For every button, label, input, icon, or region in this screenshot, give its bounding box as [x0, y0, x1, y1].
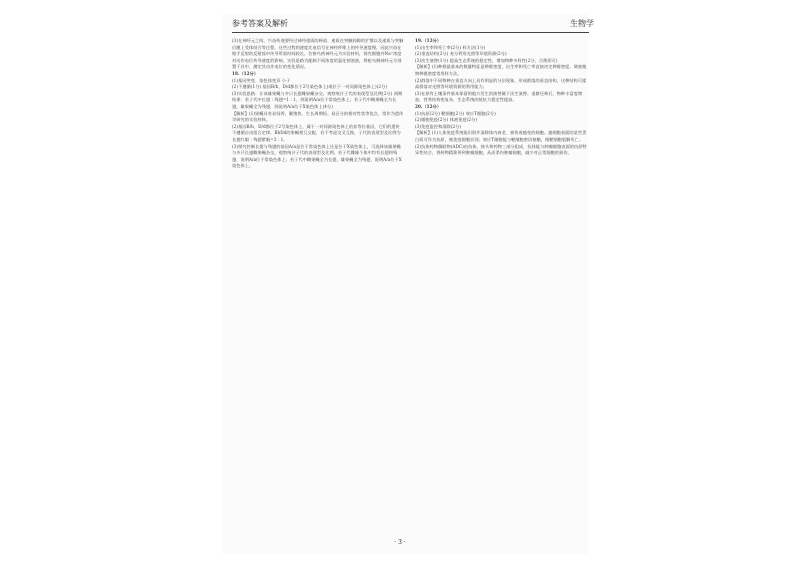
- analysis-paragraph: (2)基因B/b、D/d都位于2号染色体上，属于一对同源染色体上的非等位基因，它们的遗传不遵循自由组合定律。BbDd的果蝇相互交配，若不考虑交叉互换，子代的表现型及比例为长翅红眼∶残翅紫眼=3∶1。: [232, 123, 401, 142]
- analysis-paragraph: (2)抗体药物偶联物(ADC)由抗体、接头和药物三部分组成，抗体能与肿瘤细胞表面的抗原特异性结合，将药物精准带到肿瘤细胞，从而杀伤肿瘤细胞，减少对正常细胞的损伤。: [415, 143, 587, 156]
- left-column: [232, 38, 404, 170]
- answer-paragraph: (2)不遵循(1分) 基因B/b、D/d都位于2号染色体上(或位于一对同源染色体上)(2分): [232, 84, 388, 90]
- analysis-paragraph: (2)群落中不同物种在垂直方向上具有明显的分层现象，形成群落的垂直结构，这种结构可提高群落对光照等环境资源的利用能力。: [415, 77, 587, 90]
- answer-paragraph: (3)在神经元之间，兴奋传递要经过神经递质的释放、递质在突触间隙的扩散以及递质与突触后膜上受体结合等过程，这些过程的速度比电信号在神经纤维上的传导速度慢，因此兴奋在缩手反射的反射弧中传导所需时间较长。位格鸟桥神经元为实验材料，探究细胞外Na⁺浓度对动作电位传导速度的影响，实验思路为配制不同浓度的氯化钠溶液，将枪乌贼神经元分别置于其中，测定其动作电位的变化情况。: [232, 38, 404, 70]
- answer-paragraph: (3)实验思路：让该雄果蝇与多只长翅雌果蝇杂交，观察统计子代的表现型及比例(2分) 预期结果：若子代中长翅∶残翅=1∶1，则说明A/a位于常染色体上；若子代中雌果蝇全为长翅，雄果蝇全为残翅，则说明A/a位于X染色体上(4分): [232, 90, 403, 109]
- analysis-paragraph: (3)探究控制长翅与残翅的基因A/a是位于常染色体上还是位于X染色体上，可选择该雄果蝇与多只长翅雌果蝇杂交，观察统计子代的表现型及比例。若子代雌雄个体中均有长翅和残翅，说明A/a位于常染色体上；若子代中雌果蝇全为长翅，雄果蝇全为残翅，说明A/a位于X染色体上。: [232, 143, 402, 169]
- analysis-paragraph: 【解析】(1)种群最基本的数量特征是种群密度，出生率和死亡率直接决定种群密度。调查植物种群密度常用样方法。: [415, 64, 587, 76]
- answer-paragraph: (1)抗原(2分) 靶细胞(2分) 效应T细胞(2分): [415, 110, 496, 116]
- answer-paragraph: (3)次生演替(1分) 提高生态系统的稳定性，增加物种多样性(2分，合理即可): [415, 57, 558, 63]
- header-left-title: 参考答案及解析: [232, 19, 288, 28]
- answer-paragraph: (2)垂直结构(2分) 充分利用光照等环境资源(2分): [415, 51, 507, 57]
- analysis-paragraph: 【解析】(1)果蝇具有易饲养、繁殖快、生长周期短、易区分的相对性状等优点，常作为遗传学研究的实验材料。: [232, 110, 404, 123]
- analysis-paragraph: (3)在原有土壤条件基本保留的地方发生的演替属于次生演替。退耕还林后，物种丰富度增加，营养结构变复杂，生态系统的抵抗力稳定性提高。: [415, 90, 583, 103]
- answer-paragraph: (1)出生率和死亡率(2分) 样方法(1分): [415, 44, 486, 50]
- answer-paragraph: (3)免疫监控和清除(2分): [415, 123, 462, 129]
- question-number-19: 19.（12分）: [415, 38, 442, 43]
- question-number-20: 20.（12分）: [415, 103, 442, 109]
- header-right-title: 生物学: [570, 19, 594, 28]
- question-number-18: 18.（12分）: [232, 70, 259, 76]
- page-number: · 3 ·: [394, 539, 406, 546]
- analysis-paragraph: 【解析】(1)人体免疫系统能识别并清除体内衰老、损伤或癌变的细胞。癌细胞表面的某些蛋白质可作为抗原，被免疫细胞识别；效应T细胞能与靶细胞密切接触，使靶细胞裂解死亡。: [415, 130, 587, 142]
- answer-paragraph: (1)基因突变、染色体变异 小于: [232, 77, 291, 83]
- answer-paragraph: (2)细胞免疫(2分) 体液免疫(2分): [415, 117, 478, 123]
- header-rule: [232, 32, 589, 33]
- right-column: [415, 38, 589, 157]
